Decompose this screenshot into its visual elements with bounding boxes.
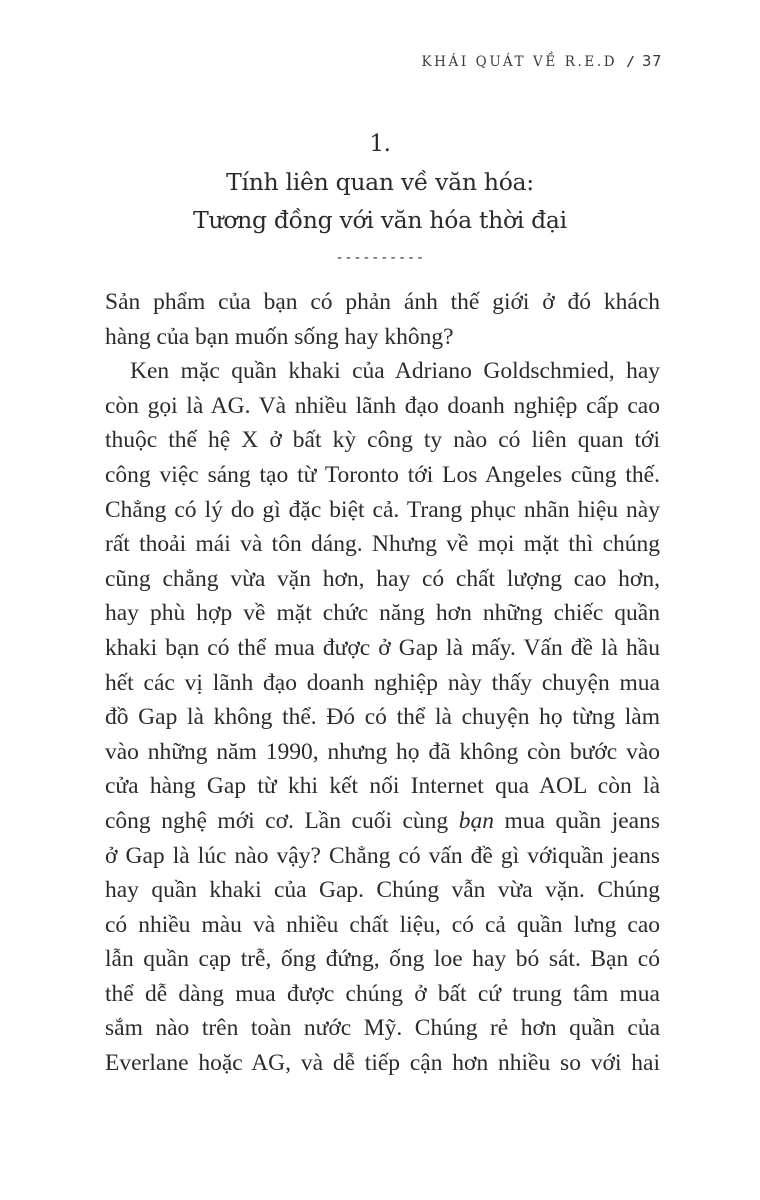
line-text: thể dễ dàng mua được chúng ở bất cứ trung tâm mua xyxy=(105,980,660,1007)
chapter-title-line-1: Tính liên quan về văn hóa: xyxy=(226,168,534,196)
line-text: lẫn quần cạp trễ, ống đứng, ống loe hay bó sát. Bạn có xyxy=(105,946,660,973)
heading-divider: ---------- xyxy=(335,250,425,266)
paragraph-1 xyxy=(105,285,660,354)
line-text: vào những năm 1990, nhưng họ đã không còn bước vào xyxy=(105,738,660,765)
text-line xyxy=(105,804,660,839)
line-text: hàng của bạn muốn sống hay không? xyxy=(105,323,454,350)
text-line xyxy=(105,320,660,355)
text-line xyxy=(105,493,660,528)
text-line xyxy=(105,389,660,424)
line-text: rất thoải mái và tôn dáng. Nhưng về mọi mặt thì chúng xyxy=(105,531,660,558)
text-line xyxy=(105,735,660,770)
text-line xyxy=(105,596,660,631)
line-text: hết các vị lãnh đạo doanh nghiệp này thấy chuyện mua xyxy=(105,669,660,696)
text-line xyxy=(105,700,660,735)
line-text: sắm nào trên toàn nước Mỹ. Chúng rẻ hơn quần của xyxy=(105,1015,660,1042)
line-text-with-emphasis xyxy=(105,804,660,839)
line-text: còn gọi là AG. Và nhiều lãnh đạo doanh nghiệp cấp cao xyxy=(105,392,660,419)
text-line xyxy=(105,1046,660,1081)
body-text xyxy=(105,285,660,1081)
emphasis-text: bạn xyxy=(458,807,494,834)
text-line xyxy=(105,839,660,874)
text-line xyxy=(105,769,660,804)
text-line xyxy=(105,423,660,458)
chapter-heading xyxy=(0,125,760,271)
line-text: có nhiều màu và nhiều chất liệu, có cả quần lưng cao xyxy=(105,911,660,938)
text-line xyxy=(105,942,660,977)
header-separator: / xyxy=(628,54,633,70)
text-line xyxy=(105,527,660,562)
line-text: Everlane hoặc AG, và dễ tiếp cận hơn nhiều so với hai xyxy=(105,1050,660,1077)
section-title: KHÁI QUÁT VỀ R.E.D xyxy=(421,54,618,70)
text-line xyxy=(105,977,660,1012)
line-text: Sản phẩm của bạn có phản ánh thế giới ở đó khách xyxy=(105,289,660,315)
line-text-after: mua quần jeans xyxy=(493,807,660,834)
chapter-number: 1. xyxy=(369,131,391,157)
line-text: Chẳng có lý do gì đặc biệt cả. Trang phục nhãn hiệu này xyxy=(105,496,660,523)
text-line xyxy=(105,354,660,389)
chapter-title-line-2: Tương đồng với văn hóa thời đại xyxy=(193,206,567,234)
text-line xyxy=(105,562,660,597)
line-text: hay phù hợp về mặt chức năng hơn những chiếc quần xyxy=(105,600,660,627)
line-text: ở Gap là lúc nào vậy? Chẳng có vấn đề gì vớiquần jeans xyxy=(105,842,660,869)
text-line xyxy=(105,458,660,493)
text-line xyxy=(105,666,660,701)
text-line xyxy=(105,285,660,320)
line-text: khaki bạn có thể mua được ở Gap là mấy. Vấn đề là hầu xyxy=(105,634,660,661)
line-text: Ken mặc quần khaki của Adriano Goldschmied, hay xyxy=(130,358,660,385)
text-line xyxy=(105,873,660,908)
running-header xyxy=(421,52,662,70)
text-line xyxy=(105,1011,660,1046)
line-text: thuộc thế hệ X ở bất kỳ công ty nào có liên quan tới xyxy=(105,427,660,454)
paragraph-2 xyxy=(105,354,660,1080)
line-text: cửa hàng Gap từ khi kết nối Internet qua AOL còn là xyxy=(105,773,660,800)
text-line xyxy=(105,908,660,943)
line-text-before: công nghệ mới cơ. Lần cuối cùng xyxy=(105,807,459,834)
line-text: hay quần khaki của Gap. Chúng vẫn vừa vặn. Chúng xyxy=(105,877,660,904)
line-text: cũng chẳng vừa vặn hơn, hay có chất lượng cao hơn, xyxy=(105,565,660,592)
text-line xyxy=(105,631,660,666)
line-text: đồ Gap là không thể. Đó có thể là chuyện họ từng làm xyxy=(105,704,660,731)
line-text: công việc sáng tạo từ Toronto tới Los Angeles cũng thế. xyxy=(105,461,660,488)
page-number: 37 xyxy=(641,52,662,70)
